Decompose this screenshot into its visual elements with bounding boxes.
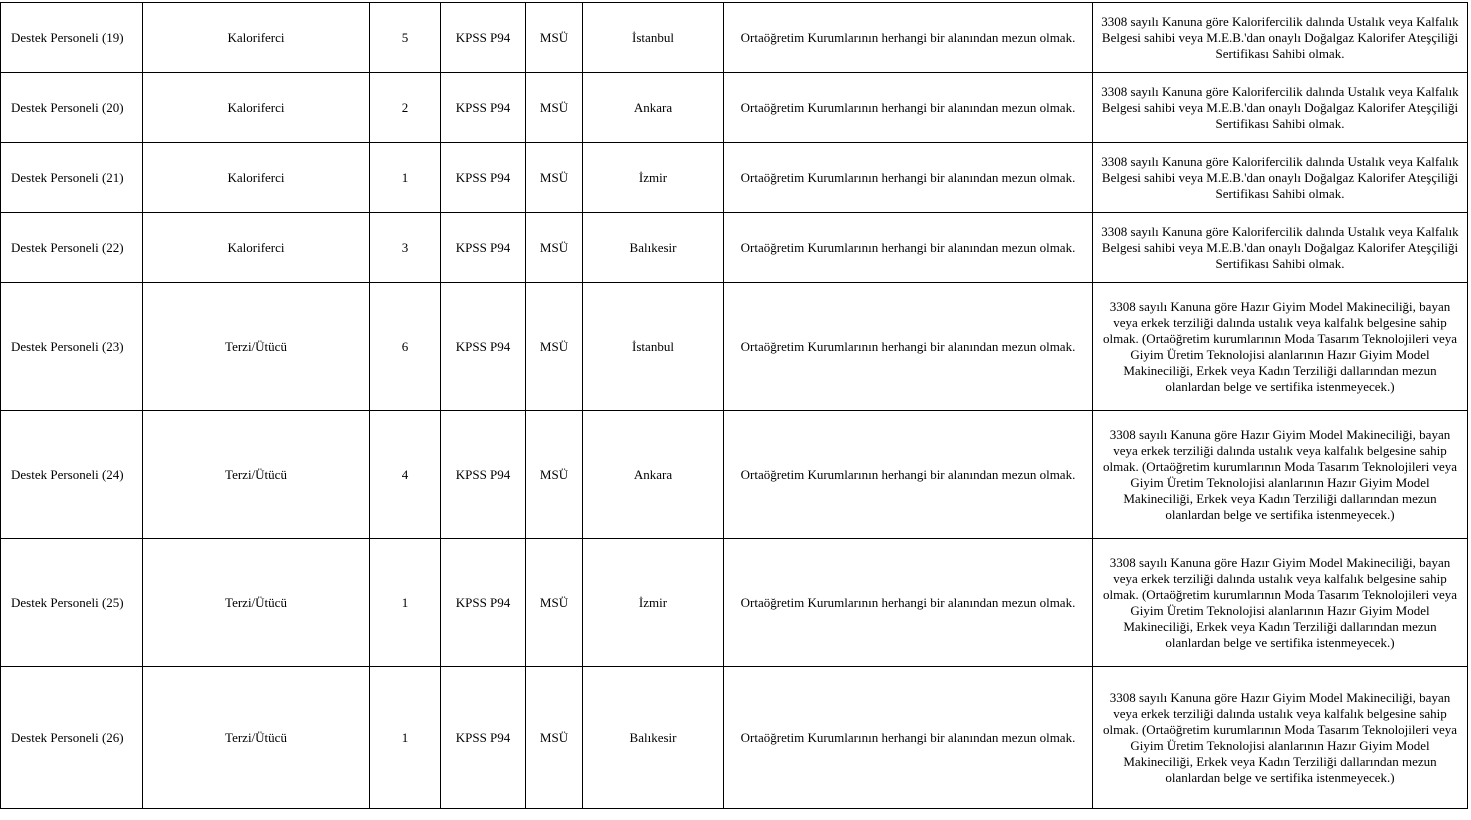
requirement-cell: 3308 sayılı Kanuna göre Hazır Giyim Model Makineciliği, bayan veya erkek terziliği dalında ustalık veya kalfalık belgesine sahip olmak. (Ortaöğretim kurumlarının Moda Tasarım Teknolojileri veya Giyim Üretim Teknolojisi alanlarının Hazır Giyim Model Makineciliği, Erkek veya Kadın Terziliği dallarından mezun olanlardan belge ve sertifika istenmeyecek.) — [1093, 283, 1468, 411]
unit-cell: MSÜ — [526, 73, 583, 143]
exam-cell: KPSS P94 — [441, 213, 526, 283]
requirement-cell: 3308 sayılı Kanuna göre Kalorifercilik dalında Ustalık veya Kalfalık Belgesi sahibi veya M.E.B.'dan onaylı Doğalgaz Kalorifer Ateşçiliği Sertifikası Sahibi olmak. — [1093, 143, 1468, 213]
requirement-cell: 3308 sayılı Kanuna göre Kalorifercilik dalında Ustalık veya Kalfalık Belgesi sahibi veya M.E.B.'dan onaylı Doğalgaz Kalorifer Ateşçiliği Sertifikası Sahibi olmak. — [1093, 3, 1468, 73]
unit-cell: MSÜ — [526, 3, 583, 73]
graduation-cell: Ortaöğretim Kurumlarının herhangi bir alanından mezun olmak. — [724, 213, 1093, 283]
unit-cell: MSÜ — [526, 539, 583, 667]
title-cell: Kaloriferci — [143, 143, 370, 213]
requirement-cell: 3308 sayılı Kanuna göre Kalorifercilik dalında Ustalık veya Kalfalık Belgesi sahibi veya M.E.B.'dan onaylı Doğalgaz Kalorifer Ateşçiliği Sertifikası Sahibi olmak. — [1093, 73, 1468, 143]
city-cell: Ankara — [583, 411, 724, 539]
city-cell: Balıkesir — [583, 667, 724, 809]
positions-table — [0, 2, 1468, 809]
graduation-cell: Ortaöğretim Kurumlarının herhangi bir alanından mezun olmak. — [724, 667, 1093, 809]
exam-cell: KPSS P94 — [441, 667, 526, 809]
exam-cell: KPSS P94 — [441, 539, 526, 667]
exam-cell: KPSS P94 — [441, 283, 526, 411]
title-cell: Terzi/Ütücü — [143, 411, 370, 539]
city-cell: İzmir — [583, 539, 724, 667]
unit-cell: MSÜ — [526, 143, 583, 213]
count-cell: 3 — [370, 213, 441, 283]
city-cell: Balıkesir — [583, 213, 724, 283]
position-cell: Destek Personeli (25) — [1, 539, 143, 667]
title-cell: Kaloriferci — [143, 213, 370, 283]
table-row — [1, 539, 1468, 667]
title-cell: Kaloriferci — [143, 73, 370, 143]
table-row — [1, 143, 1468, 213]
exam-cell: KPSS P94 — [441, 73, 526, 143]
requirement-cell: 3308 sayılı Kanuna göre Hazır Giyim Model Makineciliği, bayan veya erkek terziliği dalında ustalık veya kalfalık belgesine sahip olmak. (Ortaöğretim kurumlarının Moda Tasarım Teknolojileri veya Giyim Üretim Teknolojisi alanlarının Hazır Giyim Model Makineciliği, Erkek veya Kadın Terziliği dallarından mezun olanlardan belge ve sertifika istenmeyecek.) — [1093, 539, 1468, 667]
position-cell: Destek Personeli (22) — [1, 213, 143, 283]
unit-cell: MSÜ — [526, 667, 583, 809]
position-cell: Destek Personeli (19) — [1, 3, 143, 73]
requirement-cell: 3308 sayılı Kanuna göre Hazır Giyim Model Makineciliği, bayan veya erkek terziliği dalında ustalık veya kalfalık belgesine sahip olmak. (Ortaöğretim kurumlarının Moda Tasarım Teknolojileri veya Giyim Üretim Teknolojisi alanlarının Hazır Giyim Model Makineciliği, Erkek veya Kadın Terziliği dallarından mezun olanlardan belge ve sertifika istenmeyecek.) — [1093, 411, 1468, 539]
table-row — [1, 213, 1468, 283]
exam-cell: KPSS P94 — [441, 411, 526, 539]
count-cell: 1 — [370, 143, 441, 213]
count-cell: 5 — [370, 3, 441, 73]
graduation-cell: Ortaöğretim Kurumlarının herhangi bir alanından mezun olmak. — [724, 143, 1093, 213]
position-cell: Destek Personeli (20) — [1, 73, 143, 143]
unit-cell: MSÜ — [526, 213, 583, 283]
count-cell: 1 — [370, 539, 441, 667]
graduation-cell: Ortaöğretim Kurumlarının herhangi bir alanından mezun olmak. — [724, 539, 1093, 667]
count-cell: 1 — [370, 667, 441, 809]
requirement-cell: 3308 sayılı Kanuna göre Hazır Giyim Model Makineciliği, bayan veya erkek terziliği dalında ustalık veya kalfalık belgesine sahip olmak. (Ortaöğretim kurumlarının Moda Tasarım Teknolojileri veya Giyim Üretim Teknolojisi alanlarının Hazır Giyim Model Makineciliği, Erkek veya Kadın Terziliği dallarından mezun olanlardan belge ve sertifika istenmeyecek.) — [1093, 667, 1468, 809]
table-row — [1, 667, 1468, 809]
graduation-cell: Ortaöğretim Kurumlarının herhangi bir alanından mezun olmak. — [724, 3, 1093, 73]
position-cell: Destek Personeli (24) — [1, 411, 143, 539]
table-row — [1, 3, 1468, 73]
count-cell: 2 — [370, 73, 441, 143]
title-cell: Terzi/Ütücü — [143, 539, 370, 667]
graduation-cell: Ortaöğretim Kurumlarının herhangi bir alanından mezun olmak. — [724, 283, 1093, 411]
table-row — [1, 73, 1468, 143]
exam-cell: KPSS P94 — [441, 143, 526, 213]
table-row — [1, 283, 1468, 411]
city-cell: İstanbul — [583, 283, 724, 411]
graduation-cell: Ortaöğretim Kurumlarının herhangi bir alanından mezun olmak. — [724, 411, 1093, 539]
table-row — [1, 411, 1468, 539]
graduation-cell: Ortaöğretim Kurumlarının herhangi bir alanından mezun olmak. — [724, 73, 1093, 143]
count-cell: 6 — [370, 283, 441, 411]
title-cell: Kaloriferci — [143, 3, 370, 73]
count-cell: 4 — [370, 411, 441, 539]
requirement-cell: 3308 sayılı Kanuna göre Kalorifercilik dalında Ustalık veya Kalfalık Belgesi sahibi veya M.E.B.'dan onaylı Doğalgaz Kalorifer Ateşçiliği Sertifikası Sahibi olmak. — [1093, 213, 1468, 283]
unit-cell: MSÜ — [526, 411, 583, 539]
position-cell: Destek Personeli (21) — [1, 143, 143, 213]
exam-cell: KPSS P94 — [441, 3, 526, 73]
city-cell: Ankara — [583, 73, 724, 143]
city-cell: İzmir — [583, 143, 724, 213]
title-cell: Terzi/Ütücü — [143, 283, 370, 411]
position-cell: Destek Personeli (23) — [1, 283, 143, 411]
unit-cell: MSÜ — [526, 283, 583, 411]
position-cell: Destek Personeli (26) — [1, 667, 143, 809]
title-cell: Terzi/Ütücü — [143, 667, 370, 809]
city-cell: İstanbul — [583, 3, 724, 73]
